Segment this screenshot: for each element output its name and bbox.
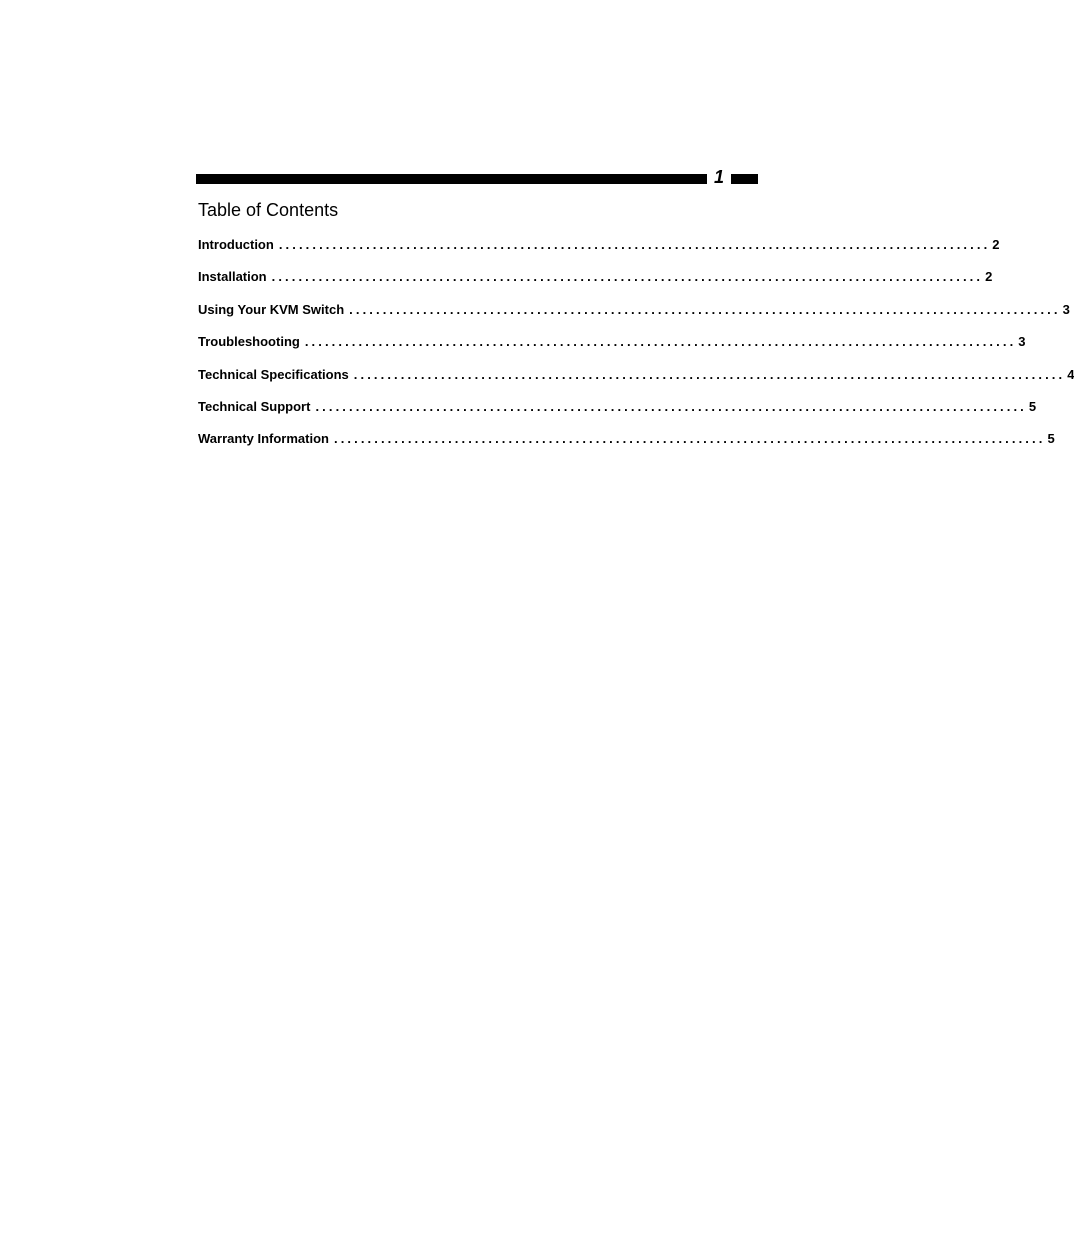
toc-entry-label: Introduction (198, 237, 274, 252)
toc-entry-technical-specifications[interactable] (198, 366, 1074, 398)
toc-entry-technical-support[interactable] (198, 398, 1037, 430)
toc-entry-using-kvm-switch[interactable] (198, 301, 1070, 333)
toc-entry-installation[interactable] (198, 268, 993, 300)
toc-entry-label: Troubleshooting (198, 334, 300, 350)
header-rule-left (196, 174, 707, 184)
toc-entry-label: Technical Specifications (198, 366, 349, 382)
dot-leader: .......................................................................................................... (315, 398, 1027, 414)
toc-entry-label: Installation (198, 269, 267, 285)
toc-entry-page: 2 (992, 237, 1000, 252)
toc-entry-page: 2 (985, 269, 993, 285)
toc-entry-label: Technical Support (198, 398, 311, 414)
toc-entry-label: Warranty Information (198, 431, 329, 447)
dot-leader: .......................................................................................................... (278, 237, 991, 252)
toc-entry-introduction[interactable] (198, 236, 1000, 268)
dot-leader: .......................................................................................................... (304, 334, 1017, 350)
header-rule-right (731, 174, 758, 184)
toc-title: Table of Contents (198, 200, 339, 220)
dot-leader: .......................................................................................................... (349, 301, 1061, 317)
toc-entry-page: 5 (1047, 431, 1055, 447)
toc-entry-label: Using Your KVM Switch (198, 301, 345, 317)
toc-entry-page: 4 (1067, 366, 1074, 382)
dot-leader: .......................................................................................................... (353, 366, 1066, 382)
toc-entry-troubleshooting[interactable] (198, 333, 1026, 365)
toc-list (198, 236, 1074, 463)
dot-leader: .......................................................................................................... (333, 431, 1046, 447)
toc-entry-page: 3 (1062, 301, 1070, 317)
dot-leader: .......................................................................................................... (271, 269, 984, 285)
toc-entry-warranty-information[interactable] (198, 430, 1055, 462)
toc-entry-page: 3 (1018, 334, 1026, 350)
toc-entry-page: 5 (1028, 398, 1037, 414)
page-number: 1 (713, 167, 724, 187)
